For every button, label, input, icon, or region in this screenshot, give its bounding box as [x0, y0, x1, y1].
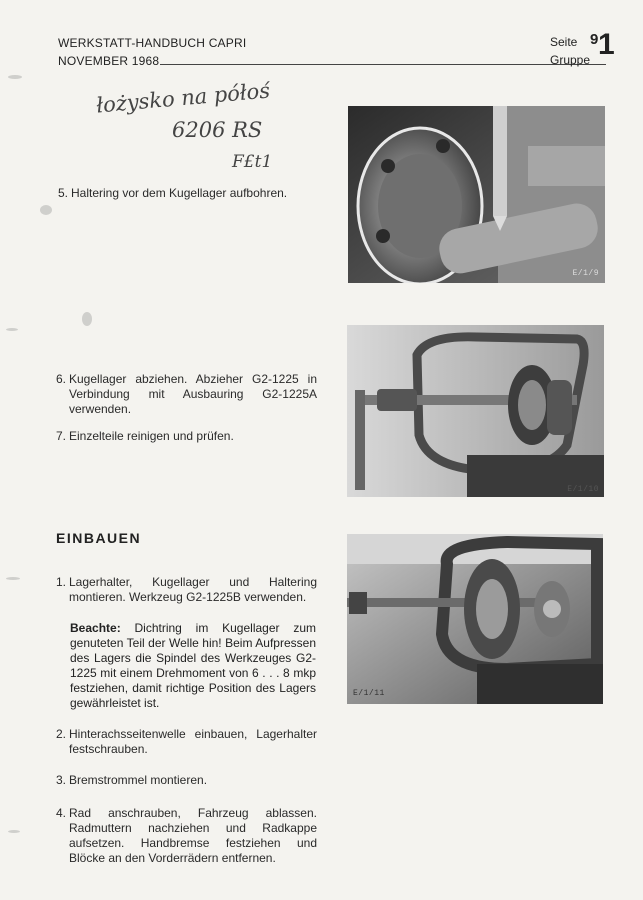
section-title-einbauen: EINBAUEN	[56, 530, 142, 546]
puller-photo	[347, 325, 604, 497]
note-text: Dichtring im Kugellager zum genuteten Teil der Welle hin! Beim Aufpressen des Lagers die Spindel des Werkzeuges G2-1225 mit einem Drehmoment von 6 . . . 8 mkp festziehen, damit richtige Position des Lagers gewährleistet ist.	[70, 621, 316, 710]
step-text: Rad anschrauben, Fahrzeug ablassen. Radmuttern nachziehen und Radkappe aufsetzen. Handbremse festziehen und Blöcke an den Vorderrädern entfernen.	[69, 806, 317, 865]
puller-photo-graphic	[347, 325, 604, 497]
drilling-photo	[348, 106, 605, 283]
handwritten-note-line1: łożysko na półoś	[95, 78, 271, 118]
scan-speck	[82, 312, 92, 326]
photo-label: E/1/9	[572, 269, 599, 278]
header-rule	[160, 64, 606, 65]
scan-speck	[8, 75, 22, 79]
step-number: 6.	[56, 372, 67, 386]
photo-label: E/1/10	[567, 485, 599, 494]
seite-label: Seite	[550, 35, 578, 49]
step-number: 2.	[56, 727, 67, 741]
step-text: Hinterachsseitenwelle einbauen, Lagerhalter festschrauben.	[69, 727, 317, 756]
gruppe-label: Gruppe	[550, 53, 591, 67]
handwritten-note-line3: F£t1	[232, 152, 273, 172]
step-text: Haltering vor dem Kugellager aufbohren.	[71, 186, 288, 200]
scan-speck	[40, 205, 52, 215]
step-text: Einzelteile reinigen und prüfen.	[69, 429, 234, 443]
photo-label: E/1/11	[353, 689, 385, 698]
step-number: 1.	[56, 575, 67, 589]
press-photo	[347, 534, 603, 704]
step-text: Kugellager abziehen. Abzieher G2-1225 in Verbindung mit Ausbauring G2-1225A verwenden.	[69, 372, 317, 416]
step-text: Bremstrommel montieren.	[69, 773, 208, 787]
step-number: 7.	[56, 429, 67, 443]
step-number: 4.	[56, 806, 67, 820]
drilling-photo-graphic	[348, 106, 605, 283]
manual-title: WERKSTATT-HANDBUCH CAPRI	[58, 36, 247, 50]
manual-date: NOVEMBER 1968	[58, 54, 160, 68]
gruppe-number: 1	[598, 28, 615, 61]
scan-speck	[6, 328, 18, 331]
note-paragraph	[70, 621, 316, 711]
press-photo-graphic	[347, 534, 603, 704]
step-number: 5.	[58, 186, 69, 200]
scan-speck	[6, 577, 20, 580]
note-label: Beachte:	[70, 621, 121, 635]
scan-speck	[8, 830, 20, 833]
step-number: 3.	[56, 773, 67, 787]
step-text: Lagerhalter, Kugellager und Haltering montieren. Werkzeug G2-1225B verwenden.	[69, 575, 317, 604]
seite-number: 9	[590, 31, 599, 48]
handwritten-note-line2: 6206 RS	[172, 118, 263, 142]
